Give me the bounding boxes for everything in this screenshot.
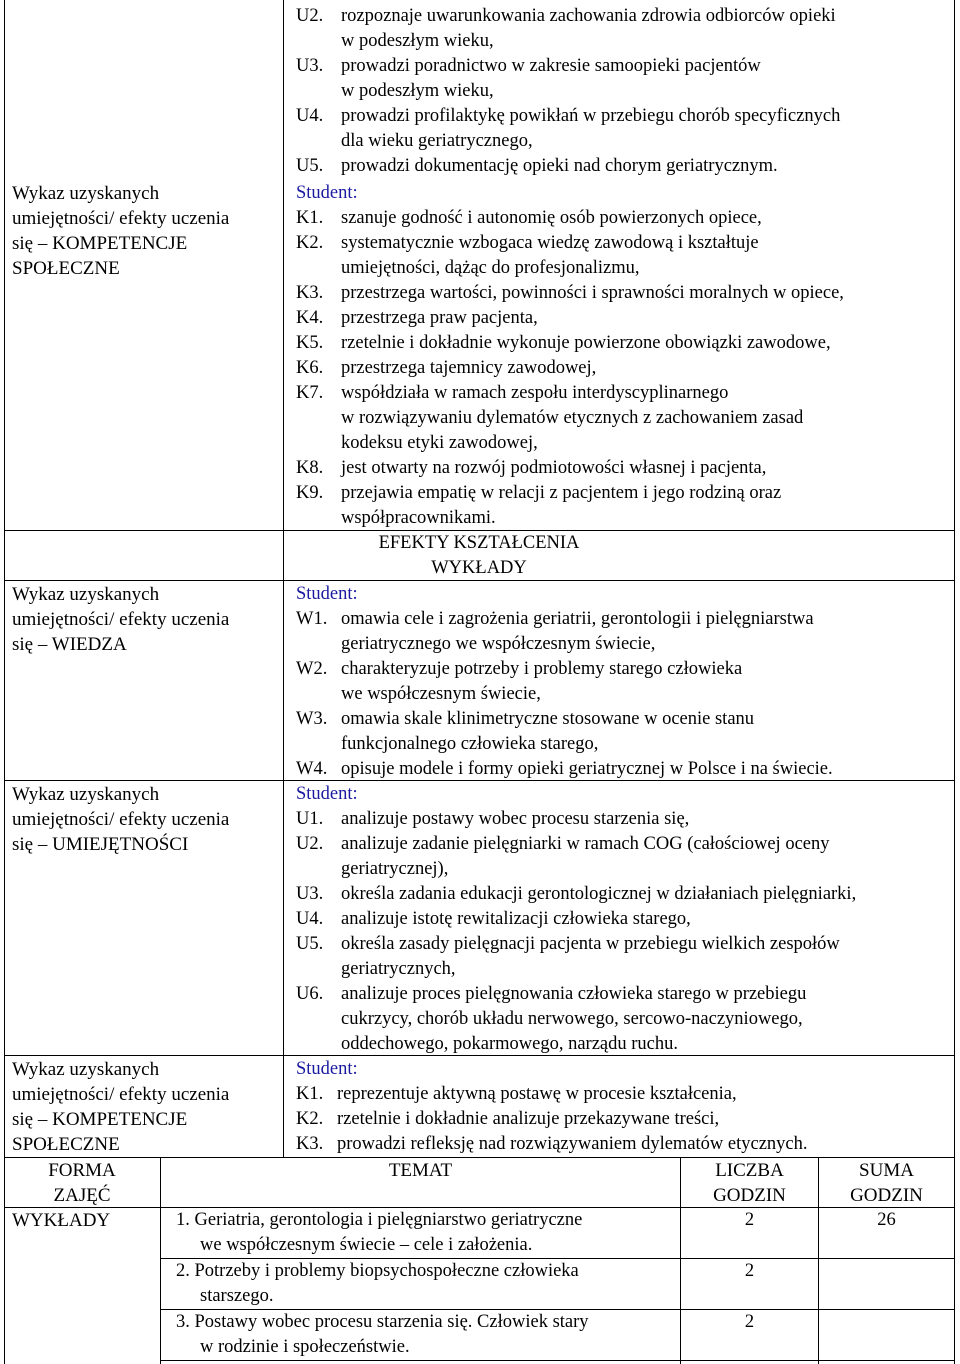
item-code: U5.	[296, 156, 324, 176]
row-label: umiejętności/ efekty uczenia	[12, 609, 230, 630]
border-right	[954, 0, 955, 1364]
item-text: w podeszłym wieku,	[341, 31, 494, 51]
item-text: geriatrycznego we współczesnym świecie,	[341, 634, 656, 654]
item-text: przestrzega tajemnicy zawodowej,	[341, 358, 597, 378]
item-text: prowadzi refleksję nad rozwiązywaniem dylematów etycznych.	[337, 1134, 808, 1154]
item-text: analizuje proces pielęgnowania człowieka starego w przebiegu	[341, 984, 807, 1004]
header-temat: TEMAT	[388, 1160, 453, 1181]
topic-text: starszego.	[200, 1286, 274, 1306]
item-text: prowadzi dokumentację opieki nad chorym geriatrycznym.	[341, 156, 778, 176]
item-text: cukrzycy, chorób układu nerwowego, sercowo-naczyniowego,	[341, 1009, 803, 1029]
header-forma: ZAJĘĆ	[53, 1185, 111, 1206]
item-code: W4.	[296, 759, 328, 779]
student-heading: Student:	[296, 784, 358, 804]
item-text: rozpoznaje uwarunkowania zachowania zdrowia odbiorców opieki	[341, 6, 836, 26]
item-text: geriatrycznej),	[341, 859, 449, 879]
topic-text: 2. Potrzeby i problemy biopsychospołeczne człowieka	[176, 1261, 579, 1281]
section-subtitle: WYKŁADY	[431, 558, 527, 578]
item-code: K7.	[296, 383, 324, 403]
row-label: się – UMIEJĘTNOŚCI	[12, 834, 189, 855]
student-heading: Student:	[296, 584, 358, 604]
item-text: współpracownikami.	[341, 508, 496, 528]
item-text: przestrzega wartości, powinności i sprawności moralnych w opiece,	[341, 283, 844, 303]
item-code: K2.	[296, 1109, 324, 1129]
student-heading: Student:	[296, 1059, 358, 1079]
item-code: K9.	[296, 483, 324, 503]
row-label: umiejętności/ efekty uczenia	[12, 809, 230, 830]
item-text: rzetelnie i dokładnie wykonuje powierzone obowiązki zawodowe,	[341, 333, 831, 353]
item-text: geriatrycznych,	[341, 959, 456, 979]
item-code: K1.	[296, 208, 324, 228]
row-label: SPOŁECZNE	[12, 258, 120, 279]
item-code: W1.	[296, 609, 328, 629]
item-code: K2.	[296, 233, 324, 253]
item-text: przejawia empatię w relacji z pacjentem i jego rodziną oraz	[341, 483, 782, 503]
topic-hours: 2	[744, 1210, 755, 1230]
column-divider	[160, 1157, 161, 1364]
section-title: EFEKTY KSZTAŁCENIA	[378, 533, 580, 553]
header-liczba-godzin: GODZIN	[713, 1185, 786, 1206]
item-text: określa zadania edukacji gerontologicznej w działaniach pielęgniarki,	[341, 884, 857, 904]
row-label: Wykaz uzyskanych	[12, 584, 160, 605]
item-code: K3.	[296, 1134, 324, 1154]
item-text: jest otwarty na rozwój podmiotowości własnej i pacjenta,	[341, 458, 767, 478]
item-text: rzetelnie i dokładnie analizuje przekazywane treści,	[337, 1109, 720, 1129]
item-text: w rozwiązywaniu dylematów etycznych z zachowaniem zasad	[341, 408, 804, 428]
item-text: we współczesnym świecie,	[341, 684, 541, 704]
row-label: Wykaz uzyskanych	[12, 183, 160, 204]
item-text: omawia skale klinimetryczne stosowane w ocenie stanu	[341, 709, 755, 729]
item-code: U4.	[296, 909, 324, 929]
item-code: U6.	[296, 984, 324, 1004]
item-text: charakteryzuje potrzeby i problemy starego człowieka	[341, 659, 743, 679]
topic-text: we współczesnym świecie – cele i założenia.	[200, 1235, 533, 1255]
item-text: umiejętności, dążąc do profesjonalizmu,	[341, 258, 640, 278]
row-label: się – KOMPETENCJE	[12, 233, 188, 254]
item-code: U2.	[296, 6, 324, 26]
header-liczba-godzin: LICZBA	[715, 1160, 784, 1181]
row-label: SPOŁECZNE	[12, 1134, 120, 1155]
item-code: U3.	[296, 884, 324, 904]
item-code: K5.	[296, 333, 324, 353]
item-text: reprezentuje aktywną postawę w procesie kształcenia,	[337, 1084, 737, 1104]
item-text: określa zasady pielęgnacji pacjenta w przebiegu wielkich zespołów	[341, 934, 840, 954]
row-label: się – WIEDZA	[12, 634, 127, 655]
topic-hours: 2	[744, 1312, 755, 1332]
item-text: omawia cele i zagrożenia geriatrii, gerontologii i pielęgniarstwa	[341, 609, 814, 629]
item-text: funkcjonalnego człowieka starego,	[341, 734, 599, 754]
topic-hours: 2	[744, 1261, 755, 1281]
item-text: współdziała w ramach zespołu interdyscyplinarnego	[341, 383, 729, 403]
suma-value: 26	[877, 1210, 896, 1230]
student-heading: Student:	[296, 183, 358, 203]
item-text: prowadzi profilaktykę powikłań w przebiegu chorób specyficznych	[341, 106, 841, 126]
topic-text: 1. Geriatria, gerontologia i pielęgniarstwo geriatryczne	[176, 1210, 583, 1230]
item-code: U4.	[296, 106, 324, 126]
item-text: przestrzega praw pacjenta,	[341, 308, 538, 328]
row-label: się – KOMPETENCJE	[12, 1109, 188, 1130]
header-suma-godzin: SUMA	[859, 1160, 914, 1181]
topic-text: 3. Postawy wobec procesu starzenia się. Człowiek stary	[176, 1312, 589, 1332]
item-code: U3.	[296, 56, 324, 76]
topic-text: w rodzinie i społeczeństwie.	[200, 1337, 410, 1357]
item-text: analizuje istotę rewitalizacji człowieka starego,	[341, 909, 691, 929]
item-text: dla wieku geriatrycznego,	[341, 131, 533, 151]
row-label: umiejętności/ efekty uczenia	[12, 1084, 230, 1105]
forma-value: WYKŁADY	[12, 1210, 111, 1231]
item-text: analizuje postawy wobec procesu starzenia się,	[341, 809, 690, 829]
item-text: opisuje modele i formy opieki geriatrycznej w Polsce i na świecie.	[341, 759, 833, 779]
item-text: szanuje godność i autonomię osób powierzonych opiece,	[341, 208, 762, 228]
item-code: K3.	[296, 283, 324, 303]
item-text: analizuje zadanie pielęgniarki w ramach COG (całościowej oceny	[341, 834, 830, 854]
item-text: oddechowego, pokarmowego, narządu ruchu.	[341, 1034, 678, 1054]
item-code: K6.	[296, 358, 324, 378]
row-label: Wykaz uzyskanych	[12, 1059, 160, 1080]
item-text: prowadzi poradnictwo w zakresie samoopieki pacjentów	[341, 56, 761, 76]
item-code: K8.	[296, 458, 324, 478]
item-code: U5.	[296, 934, 324, 954]
item-text: w podeszłym wieku,	[341, 81, 494, 101]
row-label: umiejętności/ efekty uczenia	[12, 208, 230, 229]
item-code: K1.	[296, 1084, 324, 1104]
item-text: systematycznie wzbogaca wiedzę zawodową i kształtuje	[341, 233, 759, 253]
header-suma-godzin: GODZIN	[850, 1185, 923, 1206]
row-divider	[160, 1360, 955, 1361]
item-code: W2.	[296, 659, 328, 679]
header-forma: FORMA	[48, 1160, 116, 1181]
row-label: Wykaz uzyskanych	[12, 784, 160, 805]
item-code: U2.	[296, 834, 324, 854]
item-code: K4.	[296, 308, 324, 328]
item-code: W3.	[296, 709, 328, 729]
item-text: kodeksu etyki zawodowej,	[341, 433, 538, 453]
item-code: U1.	[296, 809, 324, 829]
